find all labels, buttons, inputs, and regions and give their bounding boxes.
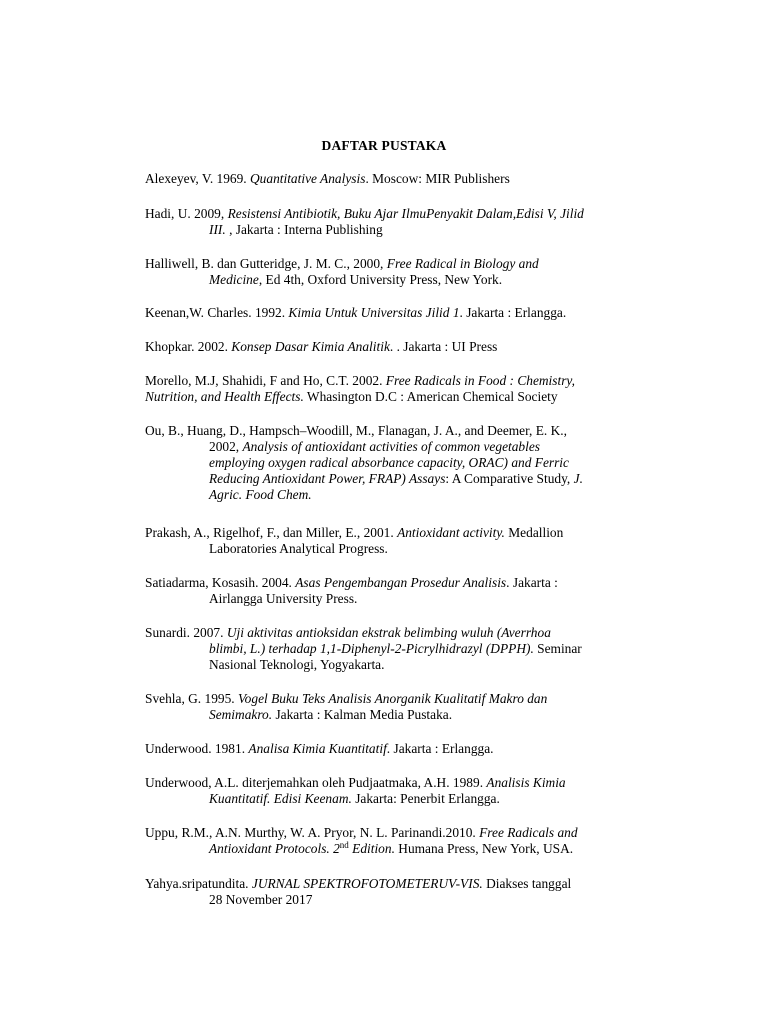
reference-entry: Yahya.sripatundita. JURNAL SPEKTROFOTOMETERUV-VIS. Diakses tanggal 28 November 2017	[145, 876, 572, 907]
reference-entry: Underwood, A.L. diterjemahkan oleh Pudjaatmaka, A.H. 1989. Analisis Kimia Kuantitatif. Edisi Keenam. Jakarta: Penerbit Erlangga.	[145, 775, 566, 806]
reference-entry: Prakash, A., Rigelhof, F., dan Miller, E., 2001. Antioxidant activity. Medallion Laboratories Analytical Progress.	[145, 525, 564, 556]
reference-entry: Alexeyev, V. 1969. Quantitative Analysis. Moscow: MIR Publishers	[145, 171, 510, 186]
reference-entry: Morello, M.J, Shahidi, F and Ho, C.T. 2002. Free Radicals in Food : Chemistry, Nutrition, and Health Effects. Whasington D.C : American Chemical Society	[145, 373, 575, 404]
reference-entry: Hadi, U. 2009, Resistensi Antibiotik, Buku Ajar IlmuPenyakit Dalam,Edisi V, Jilid III. , Jakarta : Interna Publishing	[145, 206, 584, 237]
reference-entry: Halliwell, B. dan Gutteridge, J. M. C., 2000, Free Radical in Biology and Medicine, Ed 4th, Oxford University Press, New York.	[145, 256, 539, 287]
reference-entry: Keenan,W. Charles. 1992. Kimia Untuk Universitas Jilid 1. Jakarta : Erlangga.	[145, 305, 567, 320]
reference-entry: Sunardi. 2007. Uji aktivitas antioksidan ekstrak belimbing wuluh (Averrhoa blimbi, L.) terhadap 1,1-Diphenyl-2-Picrylhidrazyl (DPPH). Seminar Nasional Teknologi, Yogyakarta.	[145, 625, 582, 672]
reference-entry: Svehla, G. 1995. Vogel Buku Teks Analisis Anorganik Kualitatif Makro dan Semimakro. Jakarta : Kalman Media Pustaka.	[145, 691, 548, 722]
reference-entry: Ou, B., Huang, D., Hampsch–Woodill, M., Flanagan, J. A., and Deemer, E. K., 2002, Analysis of antioxidant activities of common vegetables employing oxygen radical absorbance capacity, ORAC) and Ferric Reducing Antioxidant Power, FRAP) Assays: A Comparative Study, J. Agric. Food Chem.	[145, 423, 583, 502]
page-title: DAFTAR PUSTAKA	[321, 138, 447, 153]
reference-entry: Khopkar. 2002. Konsep Dasar Kimia Analitik. . Jakarta : UI Press	[145, 339, 498, 354]
reference-entry: Uppu, R.M., A.N. Murthy, W. A. Pryor, N. L. Parinandi.2010. Free Radicals and Antioxidant Protocols. 2nd Edition. Humana Press, New York, USA.	[145, 825, 578, 856]
reference-entry: Satiadarma, Kosasih. 2004. Asas Pengembangan Prosedur Analisis. Jakarta : Airlangga University Press.	[145, 575, 558, 606]
reference-entry: Underwood. 1981. Analisa Kimia Kuantitatif. Jakarta : Erlangga.	[145, 741, 494, 756]
